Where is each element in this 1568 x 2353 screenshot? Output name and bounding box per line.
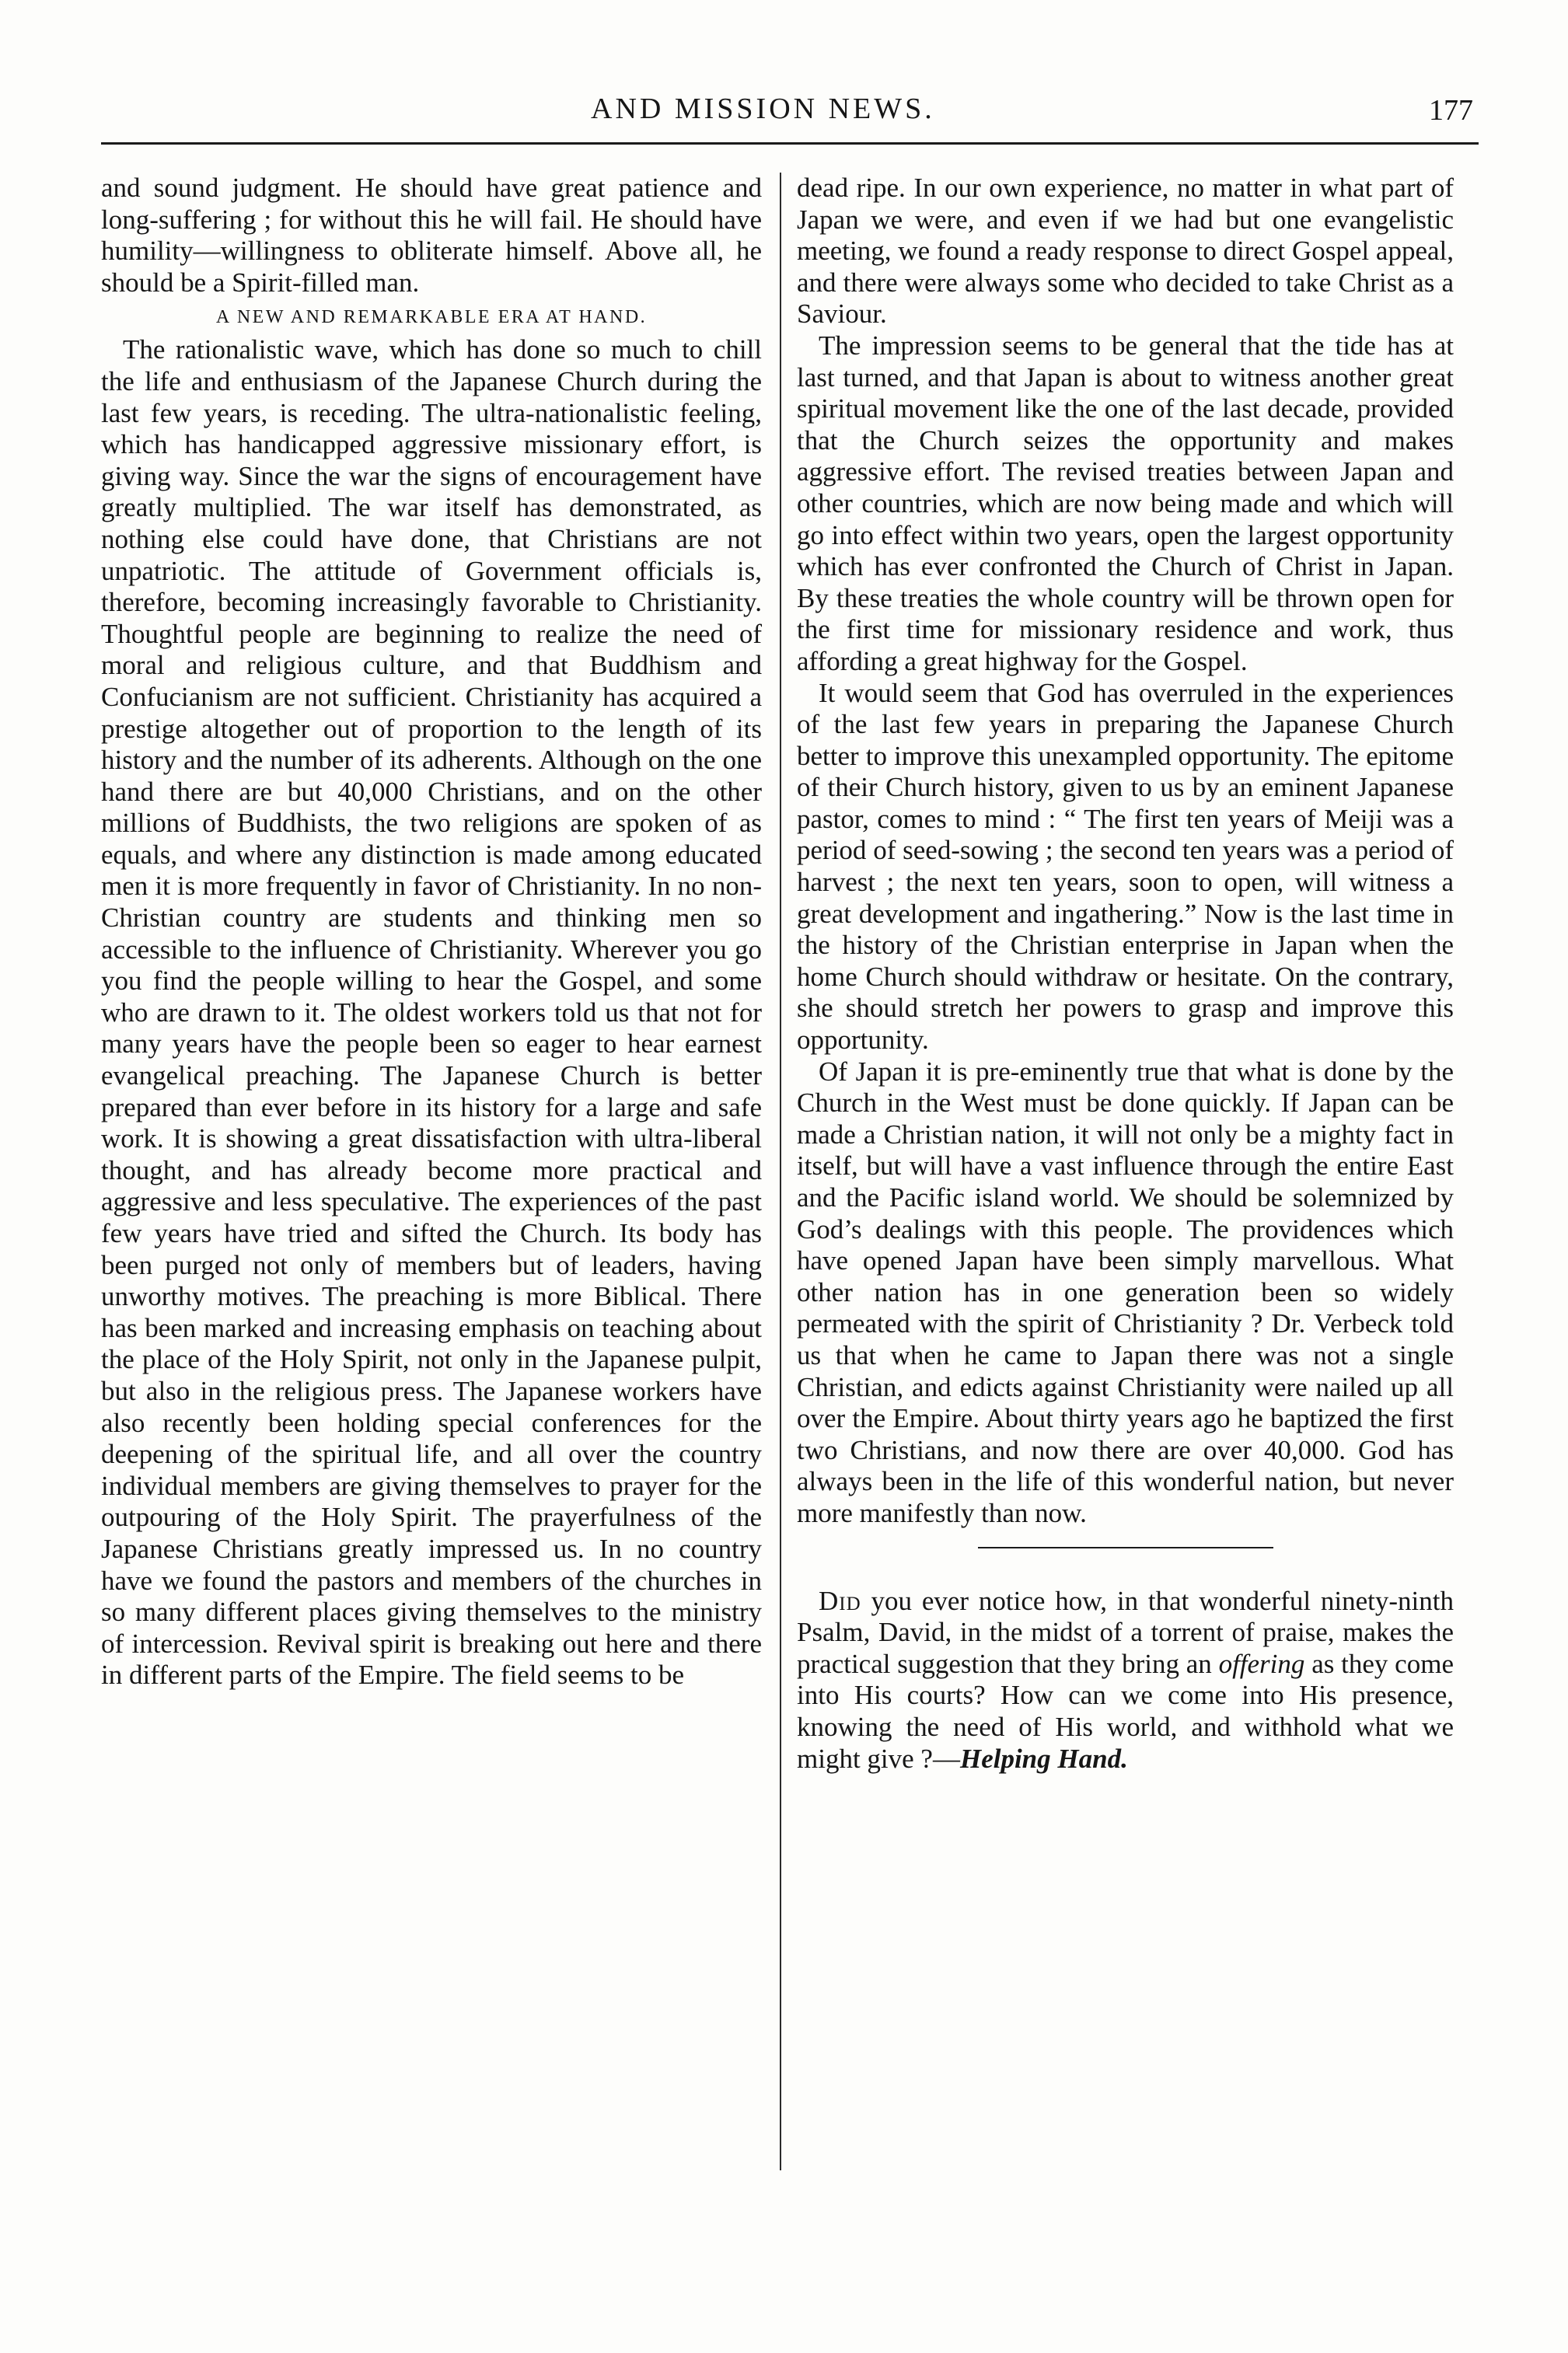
article-separator <box>978 1547 1273 1548</box>
running-head <box>0 92 1568 138</box>
section-heading: A NEW AND REMARKABLE ERA AT HAND. <box>215 307 648 328</box>
paragraph-rationalistic-wave: The rationalistic wave, which has done so much to chill the life and enthusiasm of the Japanese Church during the last few years, is receding. The ultra-nationalistic feeling, which has handicapped aggressive missionary effort, is giving way. Since the war the signs of encouragement have greatly multiplied. The war itself has demonstrated, as nothing else could have done, that Christians are not unpatriotic. The attitude of Government officials is, therefore, becoming increasingly favorable to Christianity. Thoughtful people are beginning to realize the need of moral and religious culture, and that Buddhism and Confucianism are not sufficient. Christianity has acquired a prestige altogether out of proportion to the length of its history and the number of its adherents. Although on the one hand there are but 40,000 Christians, and on the other millions of Buddhists, the two religions are spoken of as equals, and where any distinction is made among educated men it is more frequently in favor of Christianity. In no non-Christian country are students and thinking men so accessible to the influence of Christianity. Wherever you go you find the people willing to hear the Gospel, and some who are drawn to it. The oldest workers told us that not for many years have the people been so eager to hear earnest evangelical preaching. The Japanese Church is better prepared than ever before in its history for a large and safe work. It is showing a great dissatisfaction with ultra-liberal thought, and has already become more practical and aggressive and less speculative. The experiences of the past few years have tried and sifted the Church. Its body has been purged not only of members but of leaders, having unworthy motives. The preaching is more Biblical. There has been marked and increasing emphasis on teaching about the place of the Holy Spirit, not only in the Japanese pulpit, but also in the religious press. The Japanese workers have also recently been holding special conferences for the deepening of the spiritual life, and all over the country individual members are giving themselves to prayer for the outpouring of the Holy Spirit. The prayerfulness of the Japanese Christians greatly impressed us. In no country have we found the pastors and members of the churches in so many different places giving themselves to the ministry of intercession. Revival spirit is breaking out here and there in different parts of the Empire. The field seems to be <box>101 334 762 1691</box>
paragraph-overruled: It would seem that God has overruled in the experiences of the last few years in preparing the Japanese Church better to improve this unexampled opportunity. The epitome of their Church history, given to us by an eminent Japanese pastor, comes to mind : “ The first ten years of Meiji was a period of seed-sowing ; the second ten years was a period of harvest ; the next ten years, soon to open, will witness a great development and ingathering.” Now is the last time in the history of the Christian enterprise in Japan when the home Church should withdraw or hesitate. On the contrary, she should stretch her powers to grasp and improve this opportunity. <box>797 677 1454 1056</box>
paragraph-continued: and sound judgment. He should have great patience and long-suffering ; for without this he will fail. He should have humility—willingness to obliterate himself. Above all, he should be a Spirit-filled man. <box>101 173 762 298</box>
left-column <box>101 173 762 1691</box>
column-rule <box>780 173 781 2170</box>
psalm-text-a: you ever notice how, in that wonderful ninety-ninth Psalm, David, in the midst of a torrent of praise, makes the practical suggestion that they bring an <box>797 1585 1454 1679</box>
paragraph-impression: The impression seems to be general that the tide has at last turned, and that Japan is about to witness another great spiritual movement like the one of the last decade, provided that the Church seizes the opportunity and makes aggressive effort. The revised treaties between Japan and other countries, which are now being made and which will go into effect within two years, open the largest opportunity which has ever confronted the Church of Christ in Japan. By these treaties the whole country will be thrown open for the first time for missionary residence and work, thus affording a great highway for the Gospel. <box>797 330 1454 676</box>
lead-word: Did <box>819 1585 861 1616</box>
paragraph-psalm <box>797 1586 1454 1775</box>
source-credit: Helping Hand. <box>959 1743 1128 1774</box>
paragraph-pre-eminently: Of Japan it is pre-eminently true that what is done by the Church in the West must be done quickly. If Japan can be made a Christian nation, it will not only be a mighty fact in itself, but will have a vast influence through the entire East and the Pacific island world. We should be solemnized by God’s dealings with this people. The providences which have opened Japan have been simply marvellous. What other nation has in one generation been so widely permeated with the spirit of Christianity ? Dr. Verbeck told us that when he came to Japan there was not a single Christian, and edicts against Christianity were nailed up all over the Empire. About thirty years ago he baptized the first two Christians, and now there are over 40,000. God has always been in the life of this wonderful nation, but never more manifestly than now. <box>797 1056 1454 1528</box>
page-number: 177 <box>1429 94 1473 127</box>
header-rule <box>101 142 1479 145</box>
right-column <box>797 173 1454 1775</box>
paragraph-dead-ripe: dead ripe. In our own experience, no matter in what part of Japan we were, and even if we had but one evangelistic meeting, we found a ready response to direct Gospel appeal, and there were always some who decided to take Christ as a Saviour. <box>797 173 1454 330</box>
running-title: AND MISSION NEWS. <box>591 93 935 125</box>
psalm-text-b: as they come into His courts? How can we come into His presence, knowing the need of His world, and withhold what we might give ?— <box>797 1648 1454 1774</box>
offering-word: offering <box>1218 1648 1305 1679</box>
